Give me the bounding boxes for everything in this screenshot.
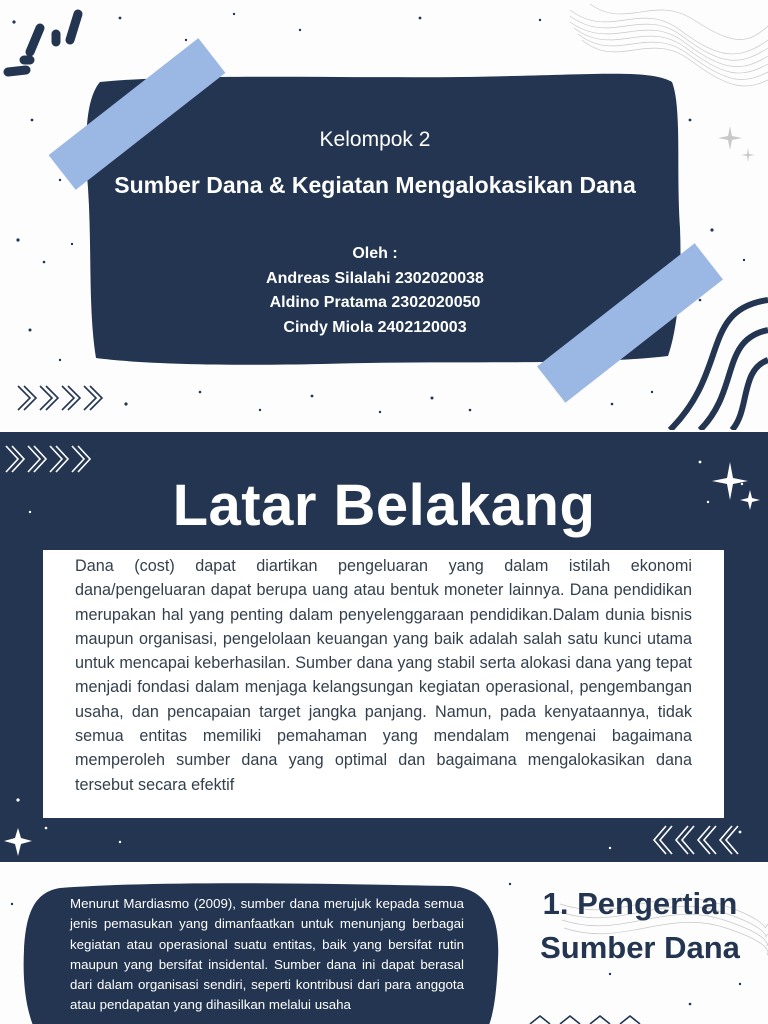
title-slide [0, 0, 768, 430]
chevron-right-icon [16, 384, 106, 412]
heading-line: Sumber Dana [540, 930, 740, 965]
background-text-box [43, 550, 724, 818]
section-heading [520, 882, 760, 970]
author-name: Cindy Miola 2402120003 [283, 319, 467, 336]
group-name: Kelompok 2 [319, 128, 431, 151]
author-name: Aldino Pratama 2302020050 [269, 294, 481, 311]
heading-line: 1. Pengertian [542, 886, 738, 921]
background-paragraph: Dana (cost) dapat diartikan pengeluaran yang dalam istilah ekonomi dana/pengeluaran dapat berupa uang atau bentuk moneter lainnya. Dana pendidikan merupakan hal yang penting dalam penyelenggaraan pendidikan.Dalam dunia bisnis maupun organisasi, pengelolaan keuangan yang baik adalah salah satu kunci utama untuk mencapai keberhasilan. Sumber dana yang stabil serta alokasi dana yang tepat menjadi fondasi dalam menjaga kelangsungan kegiatan operasional, pengembangan usaha, dan pencapaian target jangka panjang. Namun, pada kenyataannya, tidak semua entitas memiliki pemahaman yang mendalam mengenai bagaimana memperoleh sumber dana yang optimal dan bagaimana mengalokasikan dana tersebut secara efektif [75, 557, 692, 794]
sparkle-icon [716, 124, 766, 168]
chevron-left-icon [652, 824, 746, 858]
presentation-title: Sumber Dana & Kegiatan Mengalokasikan Dana [114, 172, 636, 198]
author-label: Oleh : [352, 245, 398, 262]
author-name: Andreas Silalahi 2302020038 [266, 270, 484, 287]
brush-strokes-decoration [0, 4, 90, 84]
definition-slide [0, 864, 768, 1024]
section-heading: Latar Belakang [172, 473, 596, 538]
background-slide [0, 432, 768, 862]
chevron-right-icon [4, 444, 98, 474]
definition-paragraph: Menurut Mardiasmo (2009), sumber dana merujuk kepada semua jenis pemasukan yang dimanfaatkan untuk menunjang berbagai kegiatan atau operasional suatu entitas, baik yang bersifat rutin maupun yang bersifat insidental. Sumber dana ini dapat berasal dari dalam organisasi sendiri, seperti kontribusi dari para anggota atau pendapatan yang dihasilkan melalui usaha [70, 896, 464, 1013]
